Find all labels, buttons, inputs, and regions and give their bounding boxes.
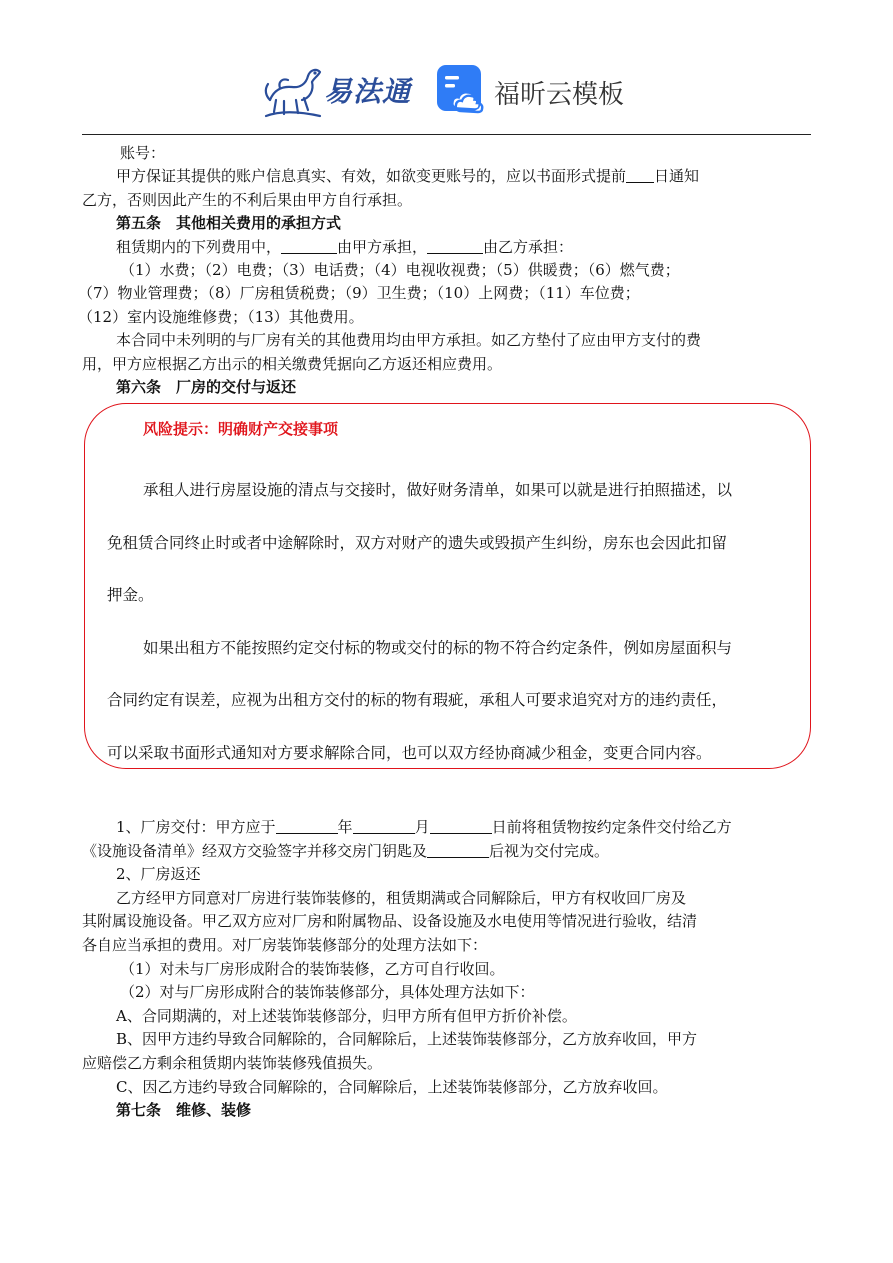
delivery-text-2a: 《设施设备清单》经双方交验签字并移交房门钥匙及 [82, 841, 428, 860]
delivery-day-blank [430, 818, 492, 834]
return-item-b-line-2: 应赔偿乙方剩余租赁期内装饰装修残值损失。 [82, 1053, 383, 1072]
delivery-items-blank [427, 842, 489, 858]
account-paragraph-line-2: 乙方，否则因此产生的不利后果由甲方自行承担。 [82, 190, 413, 209]
delivery-text-c: 月 [414, 818, 430, 836]
account-label: 账号： [120, 144, 166, 162]
risk-warning-title: 风险提示：明确财产交接事项 [143, 420, 339, 438]
fees-list-line-2: （7）物业管理费；（8）厂房租赁税费；（9）卫生费；（10）上网费；（11）车位费； [78, 284, 640, 303]
article-5-title: 第五条 其他相关费用的承担方式 [116, 214, 342, 233]
risk-line-1: 承租人进行房屋设施的清点与交接时，做好财务清单，如果可以就是进行拍照描述，以 [143, 481, 733, 499]
delivery-line-1 [82, 816, 811, 840]
fees-intro [82, 236, 811, 259]
risk-line-2: 免租赁合同终止时或者中途解除时，双方对财产的遗失或毁损产生纠纷，房东也会因此扣留 [107, 533, 728, 552]
account-paragraph-line-1 [82, 165, 811, 188]
page-header [0, 0, 893, 135]
risk-warning-body [107, 464, 797, 779]
return-title: 2、厂房返还 [116, 865, 201, 884]
return-line-3: 各自应当承担的费用。对厂房装饰装修部分的处理方法如下： [82, 935, 488, 954]
article-6-title: 第六条 厂房的交付与返还 [116, 378, 297, 397]
delivery-month-blank [353, 818, 415, 834]
return-line-1: 乙方经甲方同意对厂房进行装饰装修的，租赁期满或合同解除后，甲方有权收回厂房及 [116, 888, 687, 907]
fuxin-logo [436, 64, 646, 118]
return-item-c: C、因乙方违约导致合同解除的，合同解除后，上述装饰装修部分，乙方放弃收回。 [116, 1077, 668, 1096]
account-text-a: 甲方保证其提供的账户信息真实、有效，如欲变更账号的，应以书面形式提前 [116, 167, 627, 186]
delivery-year-blank [276, 818, 338, 834]
logo-fuxin-text: 福昕云模板 [494, 80, 625, 110]
risk-line-5: 合同约定有误差，应视为出租方交付的标的物有瑕疵，承租人可要求追究对方的违约责任， [107, 691, 728, 709]
fees-intro-c: 由乙方承担： [483, 237, 574, 256]
notice-days-blank [626, 167, 654, 183]
landlord-fees-blank [281, 238, 337, 254]
return-line-2: 其附属设施设备。甲乙双方应对厂房和附属物品、设备设施及水电使用等情况进行验收，结清 [82, 912, 698, 931]
fees-list-line-3: （12）室内设施维修费；（13）其他费用。 [78, 307, 364, 326]
kirin-logo-icon [262, 60, 324, 118]
return-item-a: A、合同期满的，对上述装饰装修部分，归甲方所有但甲方折价补偿。 [116, 1006, 577, 1025]
risk-line-3: 押金。 [107, 586, 154, 604]
return-item-b-line-1: B、因甲方违约导致合同解除的，合同解除后，上述装饰装修部分，乙方放弃收回，甲方 [116, 1030, 698, 1049]
return-item-1: （1）对未与厂房形成附合的装饰装修，乙方可自行收回。 [120, 959, 505, 978]
return-item-2: （2）对与厂房形成附合的装饰装修部分，具体处理方法如下： [120, 983, 535, 1002]
fees-intro-b: 由甲方承担， [337, 237, 428, 256]
risk-line-4: 如果出租方不能按照约定交付标的物或交付的标的物不符合约定条件，例如房屋面积与 [143, 638, 733, 657]
document-upper-section [78, 142, 811, 399]
yifatong-logo [262, 60, 422, 118]
tenant-fees-blank [427, 238, 483, 254]
delivery-text-d: 日前将租赁物按约定条件交付给乙方 [491, 818, 732, 836]
other-fees-line-1: 本合同中未列明的与厂房有关的其他费用均由甲方承担。如乙方垫付了应由甲方支付的费 [116, 331, 702, 350]
fees-intro-a: 租赁期内的下列费用中， [116, 237, 282, 256]
document-lower-section [82, 816, 811, 1123]
article-7-title: 第七条 维修、装修 [116, 1101, 252, 1120]
logo-yifatong-text: 易法通 [324, 75, 412, 108]
cloud-document-icon [436, 64, 486, 116]
fees-list-line-1: （1）水费；（2）电费；（3）电话费；（4）电视收视费；（5）供暖费；（6）燃气费； [120, 261, 680, 280]
delivery-line-2 [82, 840, 811, 864]
other-fees-line-2: 用，甲方应根据乙方出示的相关缴费凭据向乙方返还相应费用。 [82, 354, 503, 373]
risk-line-6: 可以采取书面形式通知对方要求解除合同，也可以双方经协商减少租金，变更合同内容。 [107, 743, 712, 762]
delivery-text-b: 年 [337, 818, 353, 836]
delivery-text-a: 1、厂房交付：甲方应于 [116, 818, 276, 836]
risk-warning-box [84, 403, 811, 769]
delivery-text-2b: 后视为交付完成。 [489, 841, 610, 860]
account-text-b: 日通知 [654, 167, 700, 186]
header-divider [82, 134, 811, 135]
